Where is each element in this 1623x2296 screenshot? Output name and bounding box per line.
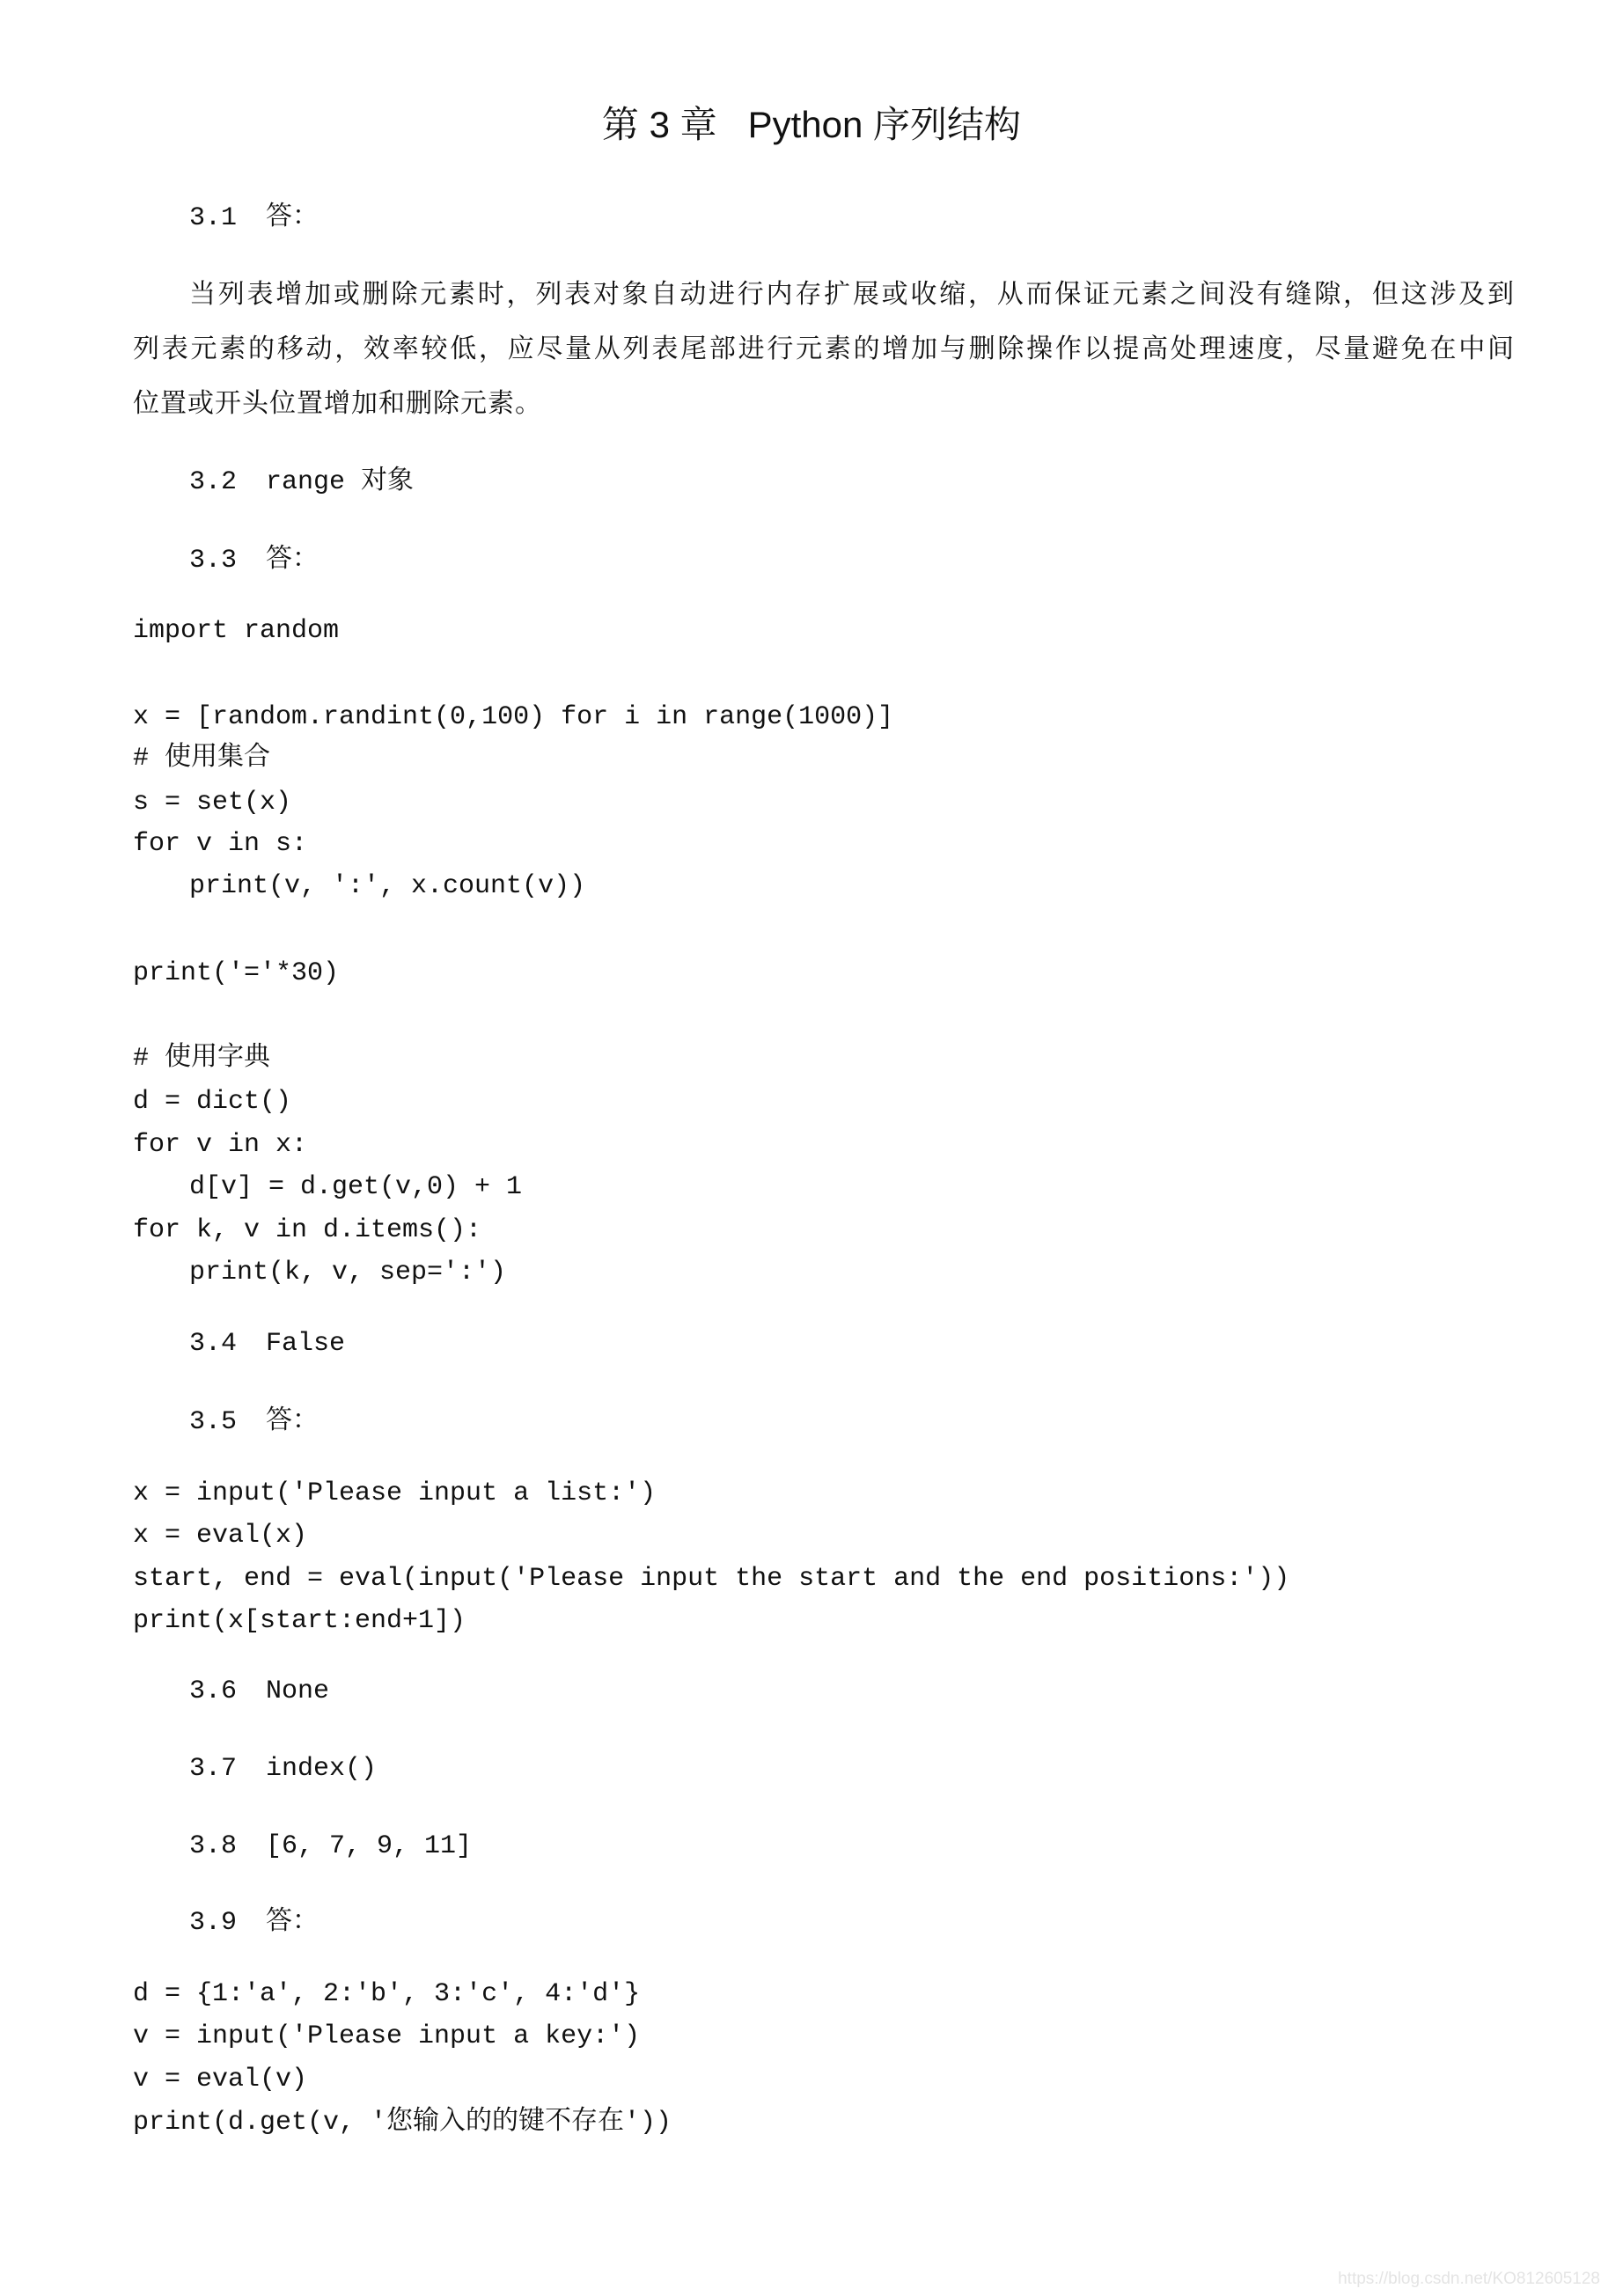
- paragraph-line: 当列表增加或删除元素时，列表对象自动进行内存扩展或收缩，从而保证元素之间没有缝隙，但这涉及到: [189, 279, 1515, 310]
- code-line: print(x[start:end+1]): [133, 1606, 466, 1636]
- answer-text: 答：: [266, 203, 319, 233]
- code-line: print(k, v, sep=':'): [189, 1258, 507, 1287]
- answer-number: 3.6: [189, 1676, 238, 1706]
- code-line: print(d.get(v, '您输入的的键不存在')): [133, 2108, 672, 2138]
- answer-number: 3.1: [189, 203, 238, 233]
- code-line: for k, v in d.items():: [133, 1215, 482, 1245]
- code-line: d[v] = d.get(v,0) + 1: [189, 1172, 523, 1202]
- code-line: x = eval(x): [133, 1521, 308, 1551]
- paragraph-line: 列表元素的移动，效率较低，应尽量从列表尾部进行元素的增加与删除操作以提高处理速度，尽量避免在中间: [133, 334, 1515, 364]
- answer-text: range 对象: [266, 467, 415, 497]
- code-line: d = {1:'a', 2:'b', 3:'c', 4:'d'}: [133, 1979, 641, 2009]
- code-line: start, end = eval(input('Please input the start and the end positions:')): [133, 1564, 1290, 1594]
- code-line: # 使用字典: [133, 1044, 271, 1074]
- answer-text: False: [266, 1329, 346, 1359]
- watermark: https://blog.csdn.net/KO812605128: [1338, 2270, 1600, 2288]
- code-line: x = input('Please input a list:'): [133, 1478, 657, 1508]
- answer-number: 3.2: [189, 467, 238, 497]
- answer-number: 3.3: [189, 546, 238, 576]
- code-line: # 使用集合: [133, 744, 271, 774]
- paragraph-line: 位置或开头位置增加和删除元素。: [133, 388, 542, 419]
- code-line: print(v, ':', x.count(v)): [189, 871, 586, 901]
- code-line: for v in x:: [133, 1130, 308, 1160]
- answer-number: 3.8: [189, 1831, 238, 1861]
- answer-number: 3.4: [189, 1329, 238, 1359]
- code-line: x = [random.randint(0,100) for i in range(1000)]: [133, 702, 894, 732]
- answer-text: [6, 7, 9, 11]: [266, 1831, 473, 1861]
- answer-number: 3.5: [189, 1407, 238, 1437]
- code-line: import random: [133, 616, 340, 646]
- code-line: v = eval(v): [133, 2065, 308, 2094]
- answer-text: 答：: [266, 1407, 319, 1437]
- answer-text: index(): [266, 1754, 378, 1784]
- answer-text: 答：: [266, 546, 319, 576]
- answer-number: 3.9: [189, 1908, 238, 1938]
- code-line: print('='*30): [133, 958, 340, 988]
- code-line: for v in s:: [133, 829, 308, 859]
- code-line: v = input('Please input a key:'): [133, 2021, 641, 2051]
- chapter-title: 第 3 章 Python 序列结构: [601, 104, 1022, 145]
- code-line: s = set(x): [133, 788, 292, 818]
- code-line: d = dict(): [133, 1087, 292, 1117]
- answer-text: 答：: [266, 1908, 319, 1938]
- answer-number: 3.7: [189, 1754, 238, 1784]
- answer-text: None: [266, 1676, 330, 1706]
